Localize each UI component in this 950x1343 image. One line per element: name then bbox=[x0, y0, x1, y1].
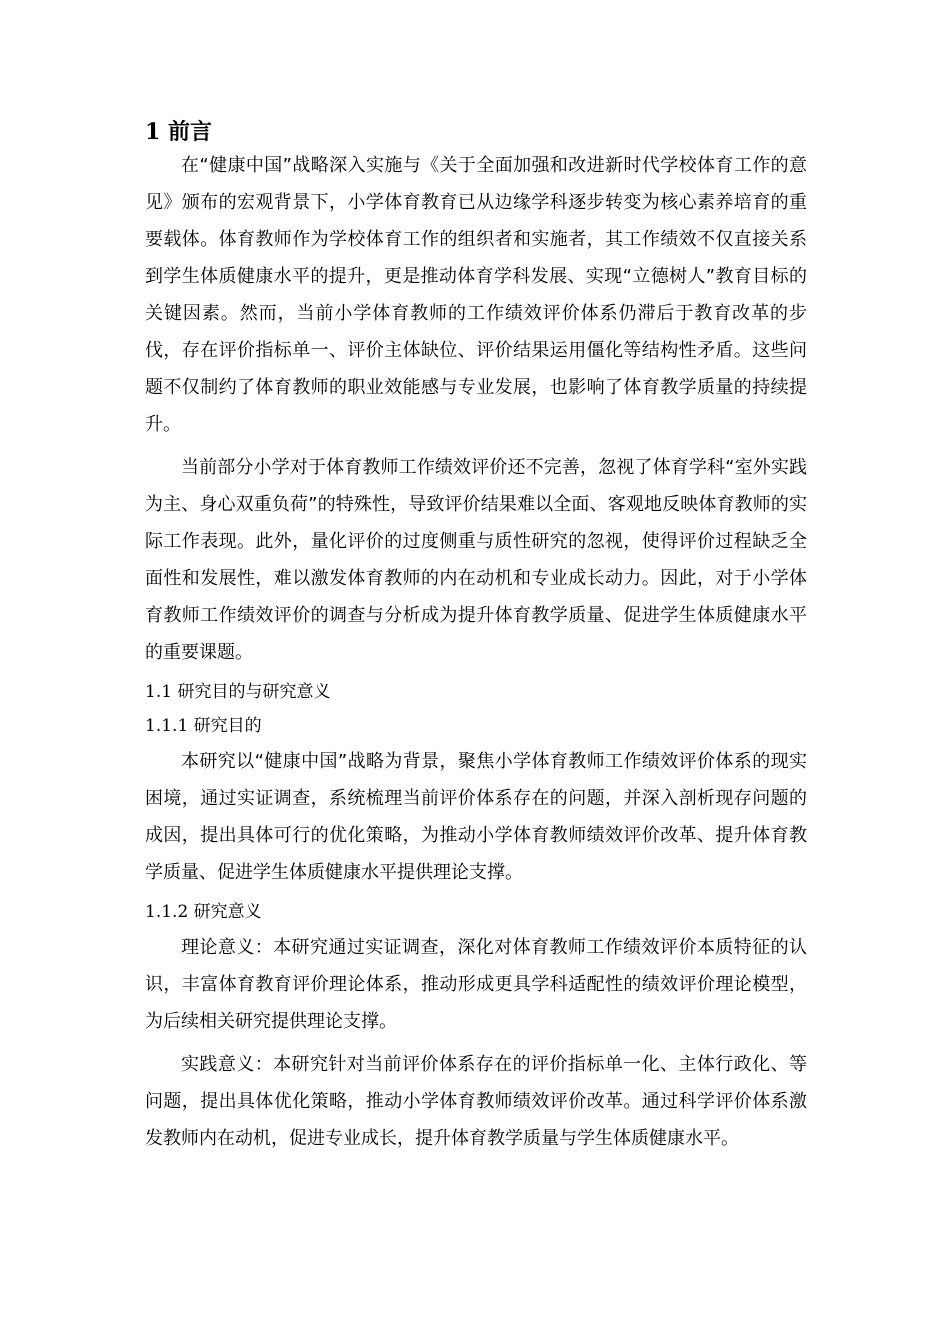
subsection-heading bbox=[145, 675, 807, 709]
body-paragraph: 在“健康中国”战略深入实施与《关于全面加强和改进新时代学校体育工作的意见》颁布的宏观背景下，小学体育教育已从边缘学科逐步转变为核心素养培育的重要载体。体育教师作为学校体育工作的组织者和实施者，其工作绩效不仅直接关系到学生体质健康水平的提升，更是推动体育学科发展、实现“立德树人”教育目标的关键因素。然而，当前小学体育教师的工作绩效评价体系仍滞后于教育改革的步伐，存在评价指标单一、评价主体缺位、评价结果运用僵化等结构性矛盾。这些问题不仅制约了体育教师的职业效能感与专业发展，也影响了体育教学质量的持续提升。 bbox=[145, 155, 807, 435]
subsection-title: 研究目的与研究意义 bbox=[177, 682, 331, 702]
body-paragraph: 本研究以“健康中国”战略为背景，聚焦小学体育教师工作绩效评价体系的现实困境，通过实证调查，系统梳理当前评价体系存在的问题，并深入剖析现存问题的成因，提出具体可行的优化策略，为推动小学体育教师绩效评价改革、提升体育教学质量、促进学生体质健康水平提供理论支撑。 bbox=[145, 751, 807, 883]
subsection-number: 1.1 bbox=[145, 682, 173, 702]
page-content bbox=[145, 117, 807, 1157]
section-heading: 1 前言 bbox=[145, 119, 212, 145]
subsubsection-title: 研究意义 bbox=[193, 902, 262, 922]
subsubsection-title: 研究目的 bbox=[193, 716, 262, 736]
subsubsection-number: 1.1.2 bbox=[145, 902, 189, 922]
subsubsection-heading-purpose bbox=[145, 709, 807, 743]
subsubsection-number: 1.1.1 bbox=[145, 716, 189, 736]
body-paragraph: 实践意义：本研究针对当前评价体系存在的评价指标单一化、主体行政化、等问题，提出具体优化策略，推动小学体育教师绩效评价改革。通过科学评价体系激发教师内在动机，促进专业成长，提升体育教学质量与学生体质健康水平。 bbox=[145, 1054, 807, 1149]
body-paragraph: 理论意义：本研究通过实证调查，深化对体育教师工作绩效评价本质特征的认识，丰富体育教育评价理论体系，推动形成更具学科适配性的绩效评价理论模型，为后续相关研究提供理论支撑。 bbox=[145, 937, 807, 1032]
subsubsection-heading-significance bbox=[145, 895, 807, 929]
body-paragraph: 当前部分小学对于体育教师工作绩效评价还不完善，忽视了体育学科“室外实践为主、身心双重负荷”的特殊性，导致评价结果难以全面、客观地反映体育教师的实际工作表现。此外，量化评价的过度侧重与质性研究的忽视，使得评价过程缺乏全面性和发展性，难以激发体育教师的内在动机和专业成长动力。因此，对于小学体育教师工作绩效评价的调查与分析成为提升体育教学质量、促进学生体质健康水平的重要课题。 bbox=[145, 457, 807, 663]
